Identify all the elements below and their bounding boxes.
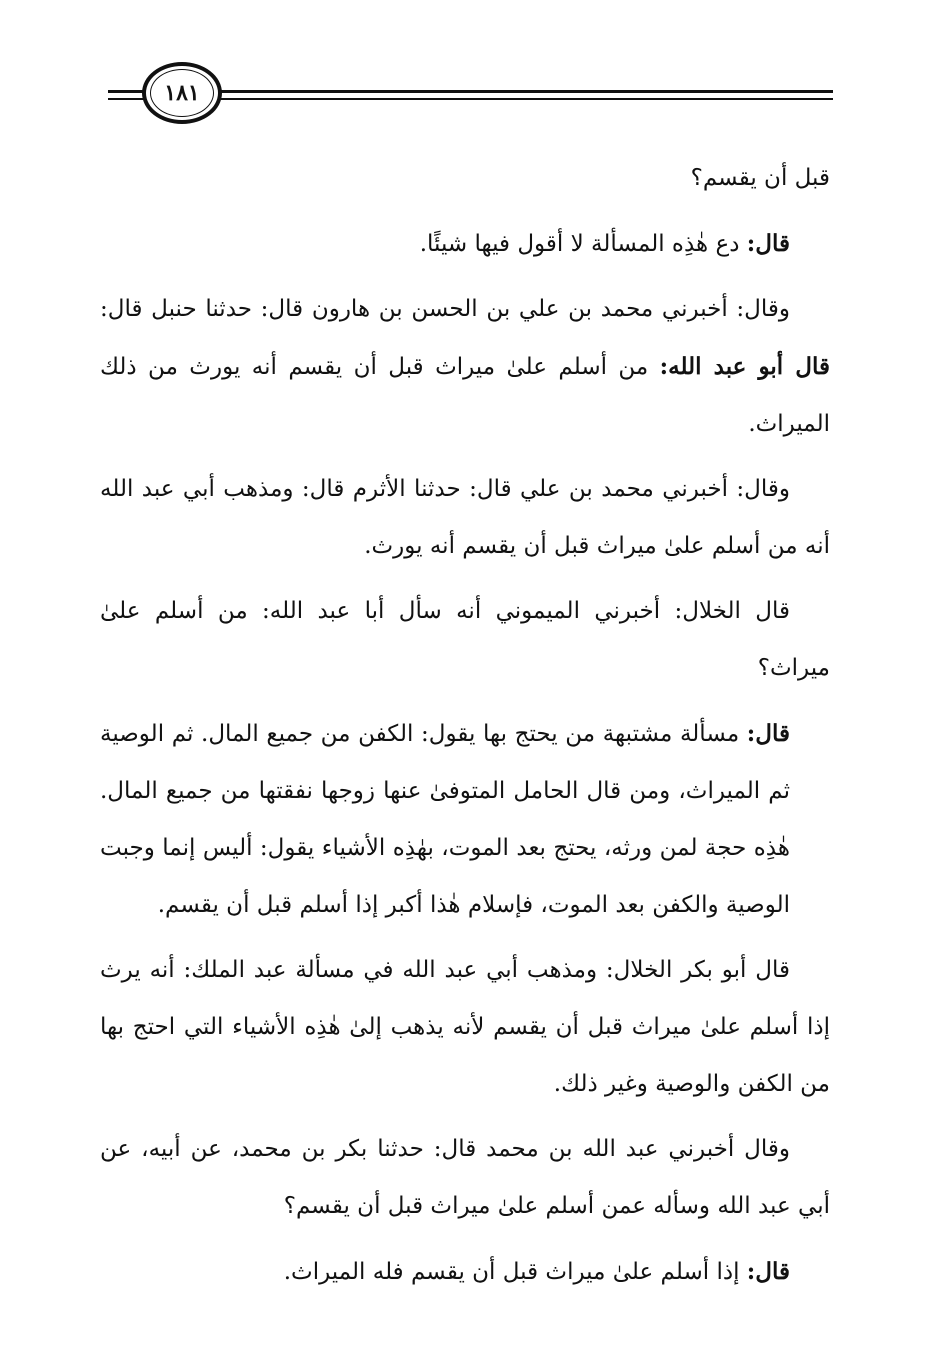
paragraph-0 xyxy=(100,150,830,207)
paragraph-text: إذا أسلم علىٰ ميراث قبل أن يقسم فله الميراث. xyxy=(283,1259,740,1285)
paragraph-text: وقال أخبرني عبد الله بن محمد قال: حدثنا بكر بن محمد، عن أبيه، عن أبي عبد الله وسأله عمن أسلم علىٰ ميراث قبل أن يقسم؟ xyxy=(100,1136,830,1219)
paragraph-text-pre: وقال: أخبرني محمد بن علي بن الحسن بن هارون قال: حدثنا حنبل قال: xyxy=(100,296,790,322)
speaker-label: قال: xyxy=(746,230,790,257)
paragraph-text: وقال: أخبرني محمد بن علي قال: حدثنا الأثرم قال: ومذهب أبي عبد الله أنه من أسلم علىٰ ميراث قبل أن يقسم أنه يورث. xyxy=(100,476,830,559)
paragraph-text: من أسلم علىٰ ميراث قبل أن يقسم أنه يورث من ذلك الميراث. xyxy=(100,354,830,437)
paragraph-1 xyxy=(100,215,830,273)
page-header xyxy=(108,62,833,132)
body-text xyxy=(100,150,830,1309)
speaker-label: قال أبو عبد الله: xyxy=(659,353,830,380)
paragraph-text: قبل أن يقسم؟ xyxy=(690,165,830,191)
paragraph-text: مسألة مشتبهة من يحتج بها يقول: الكفن من جميع المال. ثم الوصية ثم الميراث، ومن قال الحامل المتوفىٰ عنها زوجها نفقتها من جميع المال. هٰذِه حجة لمن ورثه، يحتج بعد الموت، بهٰذِه الأشياء يقول: أليس إنما وجبت الوصية والكفن بعد الموت، فإسلام هٰذا أكبر إذا أسلم قبل أن يقسم. xyxy=(100,721,790,918)
page-number: ١٨١ xyxy=(150,69,214,117)
page-number-medallion xyxy=(142,62,222,124)
paragraph-6 xyxy=(100,942,830,1113)
speaker-label: قال: xyxy=(746,1258,790,1285)
paragraph-5 xyxy=(100,705,830,934)
paragraph-7 xyxy=(100,1121,830,1235)
speaker-label: قال: xyxy=(746,720,791,747)
paragraph-3 xyxy=(100,461,830,575)
paragraph-text: قال أبو بكر الخلال: ومذهب أبي عبد الله في مسألة عبد الملك: أنه يرث إذا أسلم علىٰ ميراث قبل أن يقسم لأنه يذهب إلىٰ هٰذِه الأشياء التي احتج بها من الكفن والوصية وغير ذلك. xyxy=(100,957,830,1097)
paragraph-8 xyxy=(100,1243,830,1301)
paragraph-2 xyxy=(100,281,830,453)
paragraph-text: قال الخلال: أخبرني الميموني أنه سأل أبا عبد الله: من أسلم علىٰ ميراث؟ xyxy=(100,598,830,681)
paragraph-text: دع هٰذِه المسألة لا أقول فيها شيئًا. xyxy=(419,231,740,257)
paragraph-4 xyxy=(100,583,830,697)
